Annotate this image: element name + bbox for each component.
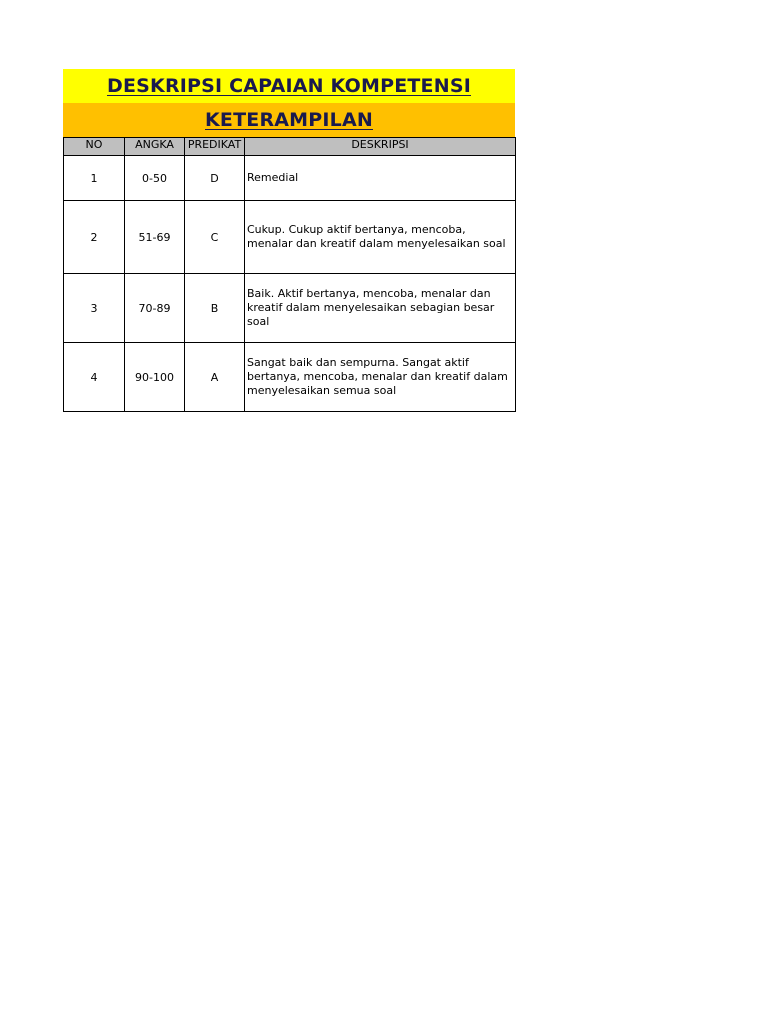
cell-predikat: D	[185, 156, 245, 201]
cell-no: 1	[64, 156, 125, 201]
table-row	[64, 156, 516, 201]
cell-deskripsi: Cukup. Cukup aktif bertanya, mencoba, menalar dan kreatif dalam menyelesaikan soal	[245, 201, 516, 274]
cell-deskripsi: Remedial	[245, 156, 516, 201]
sheet-title: DESKRIPSI CAPAIAN KOMPETENSI	[106, 75, 471, 97]
table-header-row	[64, 138, 516, 156]
cell-angka: 90-100	[125, 343, 185, 412]
cell-predikat: B	[185, 274, 245, 343]
cell-angka: 70-89	[125, 274, 185, 343]
cell-no: 2	[64, 201, 125, 274]
cell-no: 3	[64, 274, 125, 343]
grading-table	[63, 137, 516, 412]
header-deskripsi: DESKRIPSI	[245, 138, 516, 156]
cell-deskripsi: Sangat baik dan sempurna. Sangat aktif bertanya, mencoba, menalar dan kreatif dalam menyelesaikan semua soal	[245, 343, 516, 412]
header-angka: ANGKA	[125, 138, 185, 156]
table-row	[64, 343, 516, 412]
cell-deskripsi: Baik. Aktif bertanya, mencoba, menalar dan kreatif dalam menyelesaikan sebagian besar soal	[245, 274, 516, 343]
cell-angka: 0-50	[125, 156, 185, 201]
table-row	[64, 274, 516, 343]
competency-description-sheet	[63, 69, 515, 412]
header-no: NO	[64, 138, 125, 156]
header-predikat: PREDIKAT	[185, 138, 245, 156]
sheet-subtitle: KETERAMPILAN	[205, 109, 373, 131]
subtitle-banner	[63, 103, 515, 137]
cell-angka: 51-69	[125, 201, 185, 274]
cell-no: 4	[64, 343, 125, 412]
cell-predikat: C	[185, 201, 245, 274]
title-banner	[63, 69, 515, 103]
cell-predikat: A	[185, 343, 245, 412]
table-row	[64, 201, 516, 274]
